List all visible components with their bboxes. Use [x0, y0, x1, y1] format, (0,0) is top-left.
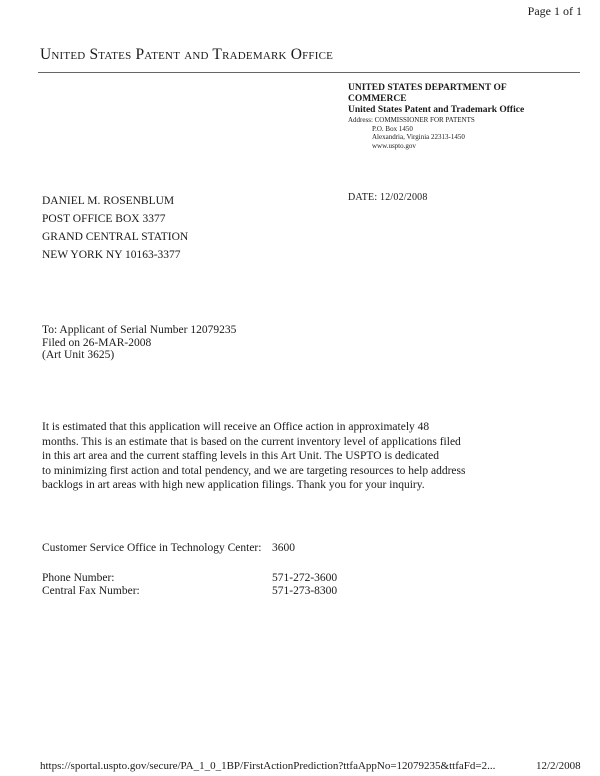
serial-number-line: To: Applicant of Serial Number 12079235: [42, 324, 237, 336]
fax-label: Central Fax Number:: [42, 584, 140, 597]
header-divider: [38, 72, 580, 73]
department-address-line2: P.O. Box 1450: [372, 124, 413, 133]
phone-label: Phone Number:: [42, 572, 115, 584]
body-paragraph: [42, 420, 465, 493]
department-name-line1: UNITED STATES DEPARTMENT OF: [348, 83, 507, 93]
body-line: It is estimated that this application will receive an Office action in approximately 48: [42, 421, 430, 433]
letter-date: DATE: 12/02/2008: [348, 192, 428, 203]
body-line: months. This is an estimate that is based on the current inventory level of applications filed: [42, 435, 461, 448]
recipient-address-line2: GRAND CENTRAL STATION: [42, 231, 189, 243]
customer-service-label: Customer Service Office in Technology Center:: [42, 542, 262, 554]
department-name-line2: COMMERCE: [348, 94, 407, 104]
recipient-name: DANIEL M. ROSENBLUM: [42, 195, 175, 207]
department-block: [348, 83, 524, 150]
to-block: [42, 324, 236, 362]
recipient-address: [42, 192, 188, 264]
customer-service-value: 3600: [272, 542, 295, 554]
office-title: United States Patent and Trademark Office: [40, 46, 334, 63]
recipient-address-line1: POST OFFICE BOX 3377: [42, 213, 166, 225]
footer-url: https://sportal.uspto.gov/secure/PA_1_0_1BP/FirstActionPrediction?ttfaAppNo=12079235&ttfaFd=2...: [40, 760, 496, 772]
contact-labels: [42, 572, 140, 597]
filed-date-line: Filed on 26-MAR-2008: [42, 336, 152, 349]
page-indicator: Page 1 of 1: [527, 4, 582, 18]
contact-values: [272, 572, 337, 597]
fax-value: 571-273-8300: [272, 584, 338, 597]
body-line: to minimizing first action and total pendency, and we are targeting resources to help address: [42, 464, 466, 477]
department-address-line3: Alexandria, Virginia 22313-1450: [372, 133, 465, 142]
department-office: United States Patent and Trademark Office: [348, 105, 525, 115]
art-unit-line: (Art Unit 3625): [42, 349, 115, 361]
department-address-line1: Address: COMMISSIONER FOR PATENTS: [348, 116, 475, 124]
phone-value: 571-272-3600: [272, 572, 338, 584]
department-website: www.uspto.gov: [372, 141, 416, 150]
body-line: backlogs in art areas with high new application filings. Thank you for your inquiry.: [42, 479, 425, 491]
footer-date: 12/2/2008: [536, 760, 581, 772]
body-line: in this art area and the current staffing levels in this Art Unit. The USPTO is dedicated: [42, 450, 439, 462]
recipient-address-line3: NEW YORK NY 10163-3377: [42, 249, 181, 261]
